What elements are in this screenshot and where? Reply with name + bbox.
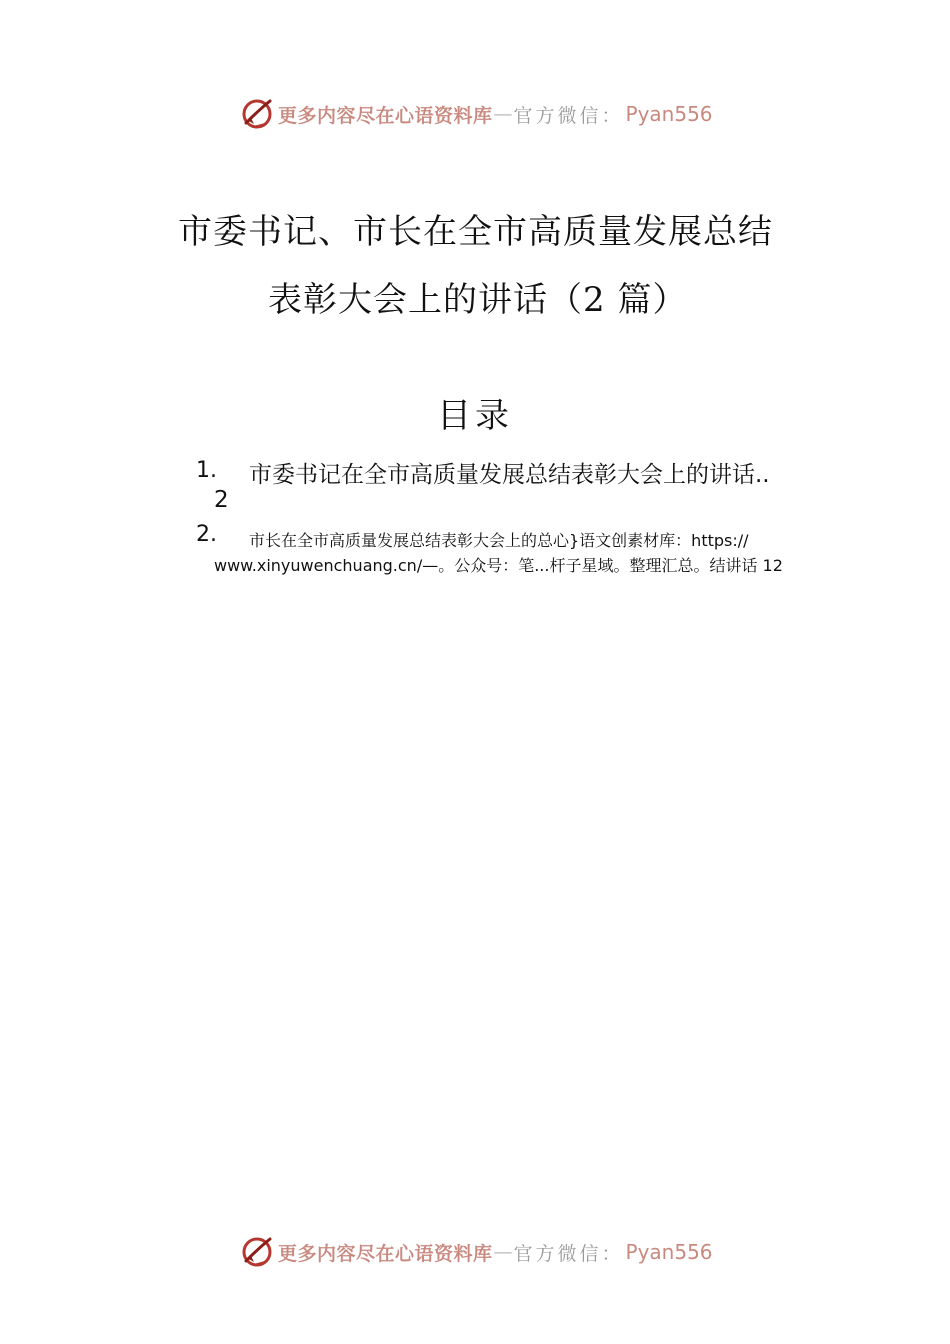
header-wechat-id: Pyan556 [625, 102, 713, 126]
footer-wechat-label: 官方微信： [513, 1242, 624, 1265]
header-dash: — [493, 103, 513, 125]
footer-slogan: 更多内容尽在心语资料库 [278, 1242, 493, 1265]
toc-item-1-number: 1. [196, 458, 217, 483]
header-wechat-label: 官方微信： [513, 104, 624, 127]
header-banner [240, 96, 760, 132]
pen-logo-icon [240, 1235, 274, 1269]
footer-dash: — [493, 1241, 513, 1263]
document-title-line-2: 表彰大会上的讲话（2 篇） [268, 280, 688, 320]
document-title-line-1: 市委书记、市长在全市高质量发展总结 [178, 212, 773, 252]
toc-heading: 目录 [437, 396, 513, 436]
toc-item-1-page: 2 [214, 487, 229, 513]
toc-item-2-number: 2. [196, 522, 217, 547]
header-slogan: 更多内容尽在心语资料库 [278, 104, 493, 127]
toc-item-2-link-line-1[interactable]: 市长在全市高质量发展总结表彰大会上的总心}语文创素材库：https:// [249, 531, 749, 550]
toc-item-1-link[interactable]: 市委书记在全市高质量发展总结表彰大会上的讲话.. [249, 462, 770, 488]
footer-wechat-id: Pyan556 [625, 1240, 713, 1264]
toc-item-2-link-line-2[interactable]: www.xinyuwenchuang.cn/—。公众号：笔...杆子星域。整理汇总。结讲话 12 [214, 556, 783, 575]
footer-banner [240, 1234, 760, 1270]
pen-logo-icon [240, 97, 274, 131]
